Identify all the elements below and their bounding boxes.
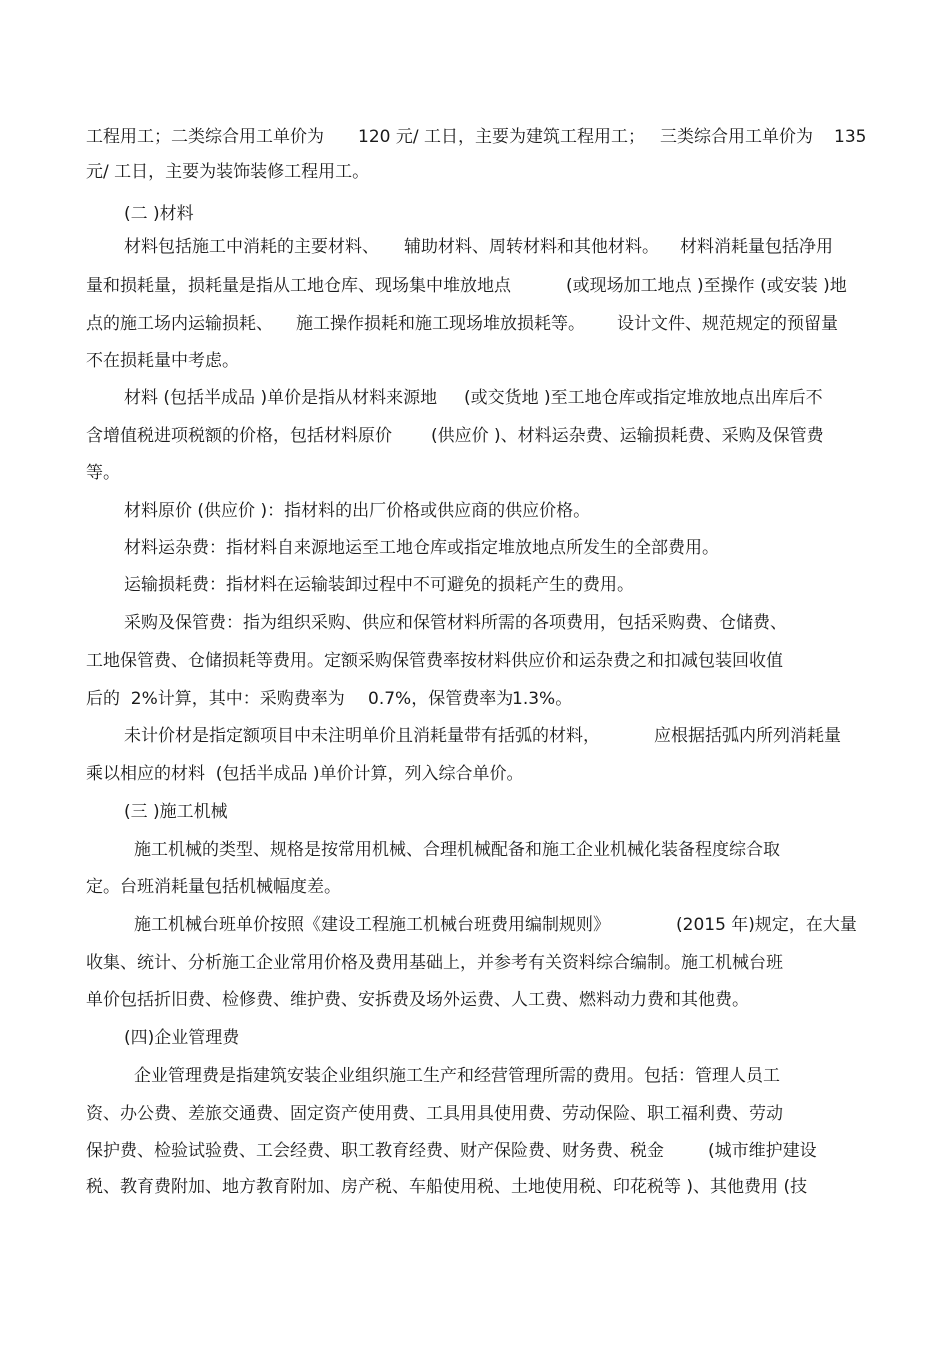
text-segment: (2015 年)规定，在大量	[676, 915, 857, 935]
text-line	[0, 535, 950, 561]
text-segment: (或交货地 )至工地仓库或指定堆放地点出库后不	[464, 388, 823, 408]
text-line	[0, 1063, 950, 1089]
text-segment: 企业管理费是指建筑安装企业组织施工生产和经营管理所需的费用。包括：管理人员工	[134, 1066, 780, 1086]
text-line	[0, 1138, 950, 1164]
text-segment: 定。台班消耗量包括机械幅度差。	[86, 877, 341, 897]
text-line	[0, 348, 950, 374]
text-line	[0, 273, 950, 299]
text-line	[0, 385, 950, 411]
text-segment: 三类综合用工单价为	[660, 127, 813, 147]
text-segment: 量和损耗量，损耗量是指从工地仓库、现场集中堆放地点	[86, 276, 511, 296]
text-segment: 不在损耗量中考虑。	[86, 351, 239, 371]
text-line	[0, 950, 950, 976]
text-line	[0, 1101, 950, 1127]
text-line	[0, 572, 950, 598]
text-segment: 施工机械的类型、规格是按常用机械、合理机械配备和施工企业机械化装备程度综合取	[134, 840, 780, 860]
text-segment: 辅助材料、周转材料和其他材料。	[404, 237, 659, 257]
text-line	[0, 159, 950, 185]
text-segment: 资、办公费、差旅交通费、固定资产使用费、工具用具使用费、劳动保险、职工福利费、劳动	[86, 1104, 783, 1124]
text-line	[0, 912, 950, 938]
text-segment: 工程用工；二类综合用工单价为	[86, 127, 324, 147]
text-segment: 材料 (包括半成品 )单价是指从材料来源地	[124, 388, 438, 408]
text-line	[0, 837, 950, 863]
text-segment: 保护费、检验试验费、工会经费、职工教育经费、财产保险费、财务费、税金	[86, 1141, 664, 1161]
text-segment: 点的施工场内运输损耗、	[86, 314, 273, 334]
text-line	[0, 234, 950, 260]
text-segment: 乘以相应的材料 (包括半成品 )单价计算，列入综合单价。	[86, 764, 524, 784]
text-segment: 135	[834, 127, 867, 147]
text-segment: 未计价材是指定额项目中未注明单价且消耗量带有括弧的材料，	[124, 726, 600, 746]
text-segment: 收集、统计、分析施工企业常用价格及费用基础上，并参考有关资料综合编制。施工机械台班	[86, 953, 783, 973]
text-line	[0, 498, 950, 524]
text-segment: 材料原价 (供应价 )：指材料的出厂价格或供应商的供应价格。	[124, 501, 591, 521]
text-line	[0, 686, 950, 712]
text-segment: 材料运杂费：指材料自来源地运至工地仓库或指定堆放地点所发生的全部费用。	[124, 538, 719, 558]
text-line	[0, 610, 950, 636]
text-segment: (或现场加工地点 )至操作 (或安装 )地	[566, 276, 847, 296]
text-line	[0, 799, 950, 825]
text-segment: 税、教育费附加、地方教育附加、房产税、车船使用税、土地使用税、印花税等 )、其他费用 (技	[86, 1177, 808, 1197]
text-segment: 采购及保管费：指为组织采购、供应和保管材料所需的各项费用，包括采购费、仓储费、	[124, 613, 787, 633]
text-segment: 等。	[86, 463, 120, 483]
text-segment: 应根据括弧内所列消耗量	[654, 726, 841, 746]
text-segment: 0.7%，保管费率为	[368, 689, 514, 709]
text-line	[0, 311, 950, 337]
text-line	[0, 1174, 950, 1200]
text-line	[0, 761, 950, 787]
text-line	[0, 124, 950, 150]
text-segment: 元/ 工日，主要为装饰装修工程用工。	[86, 162, 370, 182]
text-segment: (供应价 )、材料运杂费、运输损耗费、采购及保管费	[431, 426, 824, 446]
text-segment: (三 )施工机械	[124, 802, 228, 822]
text-segment: (二 )材料	[124, 204, 194, 224]
text-segment: 材料包括施工中消耗的主要材料、	[124, 237, 379, 257]
text-line	[0, 648, 950, 674]
text-segment: 施工机械台班单价按照《建设工程施工机械台班费用编制规则》	[134, 915, 610, 935]
text-segment: (四)企业管理费	[124, 1028, 240, 1048]
text-segment: 运输损耗费：指材料在运输装卸过程中不可避免的损耗产生的费用。	[124, 575, 634, 595]
text-segment: 120 元/ 工日，主要为建筑工程用工；	[358, 127, 645, 147]
text-segment: 1.3%。	[512, 689, 573, 709]
text-segment: 单价包括折旧费、检修费、维护费、安拆费及场外运费、人工费、燃料动力费和其他费。	[86, 990, 749, 1010]
text-line	[0, 987, 950, 1013]
text-segment: 工地保管费、仓储损耗等费用。定额采购保管费率按材料供应价和运杂费之和扣减包装回收值	[86, 651, 783, 671]
text-line	[0, 723, 950, 749]
text-line	[0, 460, 950, 486]
text-line	[0, 874, 950, 900]
text-segment: 含增值税进项税额的价格，包括材料原价	[86, 426, 392, 446]
text-line	[0, 201, 950, 227]
text-line	[0, 1025, 950, 1051]
text-line	[0, 423, 950, 449]
text-segment: 设计文件、规范规定的预留量	[617, 314, 838, 334]
text-segment: (城市维护建设	[708, 1141, 817, 1161]
text-segment: 后的 2%计算，其中：采购费率为	[86, 689, 345, 709]
text-segment: 材料消耗量包括净用	[680, 237, 833, 257]
text-segment: 施工操作损耗和施工现场堆放损耗等。	[296, 314, 585, 334]
